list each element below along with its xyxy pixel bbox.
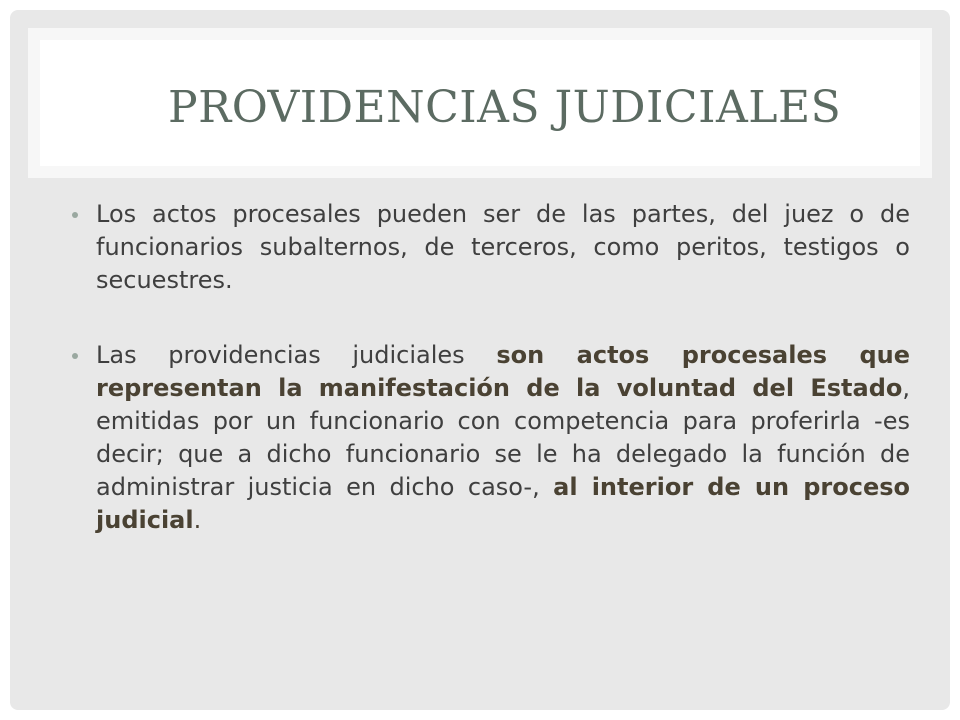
bullet-text-part: , emitidas por un funcionario con competencia para proferirla -es decir; que a dicho funcionario se le ha delegado la función de administrar justicia en dicho caso-, bbox=[96, 374, 910, 501]
bullet-dot-icon bbox=[72, 353, 78, 359]
slide-title: PROVIDENCIAS JUDICIALES bbox=[168, 82, 842, 133]
slide-content bbox=[72, 198, 910, 579]
bullet-bold-text: al interior de un proceso judicial bbox=[96, 473, 910, 534]
bullet-text: Los actos procesales pueden ser de las partes, del juez o de funcionarios subalternos, de terceros, como peritos, testigos o secuestres. bbox=[96, 200, 910, 294]
title-frame bbox=[28, 28, 932, 178]
bullet-item-2 bbox=[72, 339, 910, 537]
slide bbox=[10, 10, 950, 710]
bullet-item-1 bbox=[72, 198, 910, 297]
bullet-dot-icon bbox=[72, 212, 78, 218]
bullet-text-part: Las providencias judiciales bbox=[96, 341, 497, 369]
bullet-bold-text: son actos procesales que representan la manifestación de la voluntad del Estado bbox=[96, 341, 910, 402]
bullet-text-part: . bbox=[193, 506, 202, 534]
